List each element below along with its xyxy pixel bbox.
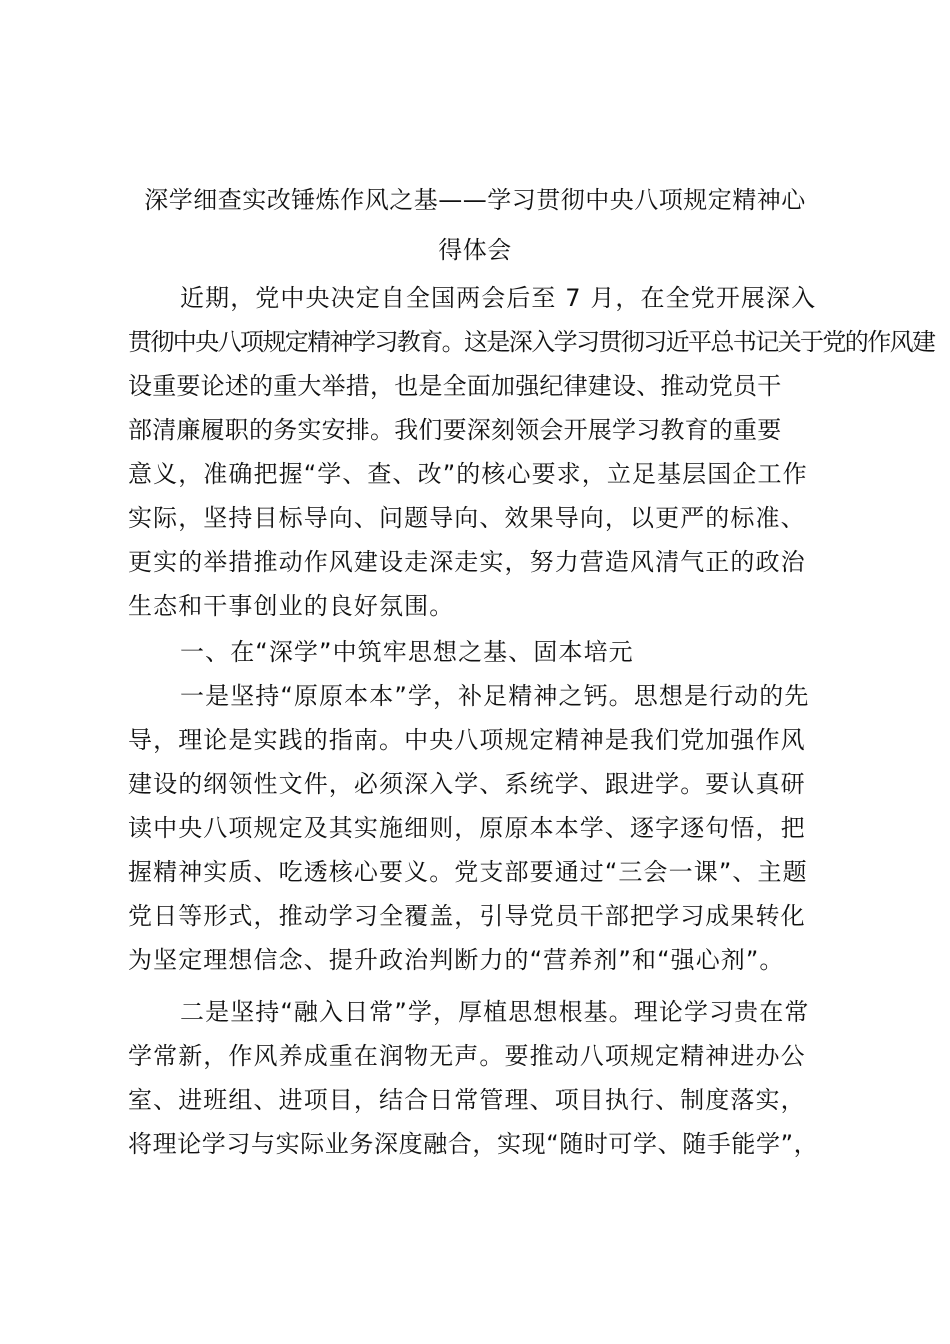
paragraph-line: 更实的举措推动作风建设走深走实，努力营造风清气正的政治 (128, 548, 806, 576)
paragraph-line: 生态和干事创业的良好氛围。 (128, 592, 455, 620)
document-title-line-2: 得体会 (438, 236, 512, 264)
section-heading: 一、在“深学”中筑牢思想之基、固本培元 (180, 638, 634, 666)
paragraph-line: 实际，坚持目标导向、问题导向、效果导向，以更严的标准、 (128, 504, 806, 532)
paragraph-line: 室、进班组、进项目，结合日常管理、项目执行、制度落实， (128, 1086, 806, 1114)
paragraph-line: 将理论学习与实际业务深度融合，实现“随时可学、随手能学”， (128, 1130, 819, 1158)
paragraph-line: 一是坚持“原原本本”学，补足精神之钙。思想是行动的先 (180, 682, 810, 710)
document-title-line-1: 深学细查实改锤炼作风之基——学习贯彻中央八项规定精神心 (144, 186, 806, 214)
paragraph-line: 意义，准确把握“学、查、改”的核心要求，立足基层国企工作 (128, 460, 808, 488)
paragraph-line: 导，理论是实践的指南。中央八项规定精神是我们党加强作风 (128, 726, 806, 754)
paragraph-line: 学常新，作风养成重在润物无声。要推动八项规定精神进办公 (128, 1042, 806, 1070)
paragraph-line: 握精神实质、吃透核心要义。党支部要通过“三会一课”、主题 (128, 858, 808, 886)
paragraph-line: 贯彻中央八项规定精神学习教育。这是深入学习贯彻习近平总书记关于党的作风建 (128, 328, 935, 356)
paragraph-line: 读中央八项规定及其实施细则，原原本本学、逐字逐句悟，把 (128, 814, 806, 842)
paragraph-line: 二是坚持“融入日常”学，厚植思想根基。理论学习贵在常 (180, 998, 810, 1026)
paragraph-line: 近期，党中央决定自全国两会后至 7 月，在全党开展深入 (180, 284, 817, 312)
paragraph-line: 设重要论述的重大举措，也是全面加强纪律建设、推动党员干 (128, 372, 782, 400)
paragraph-line: 党日等形式，推动学习全覆盖，引导党员干部把学习成果转化 (128, 902, 806, 930)
paragraph-line: 部清廉履职的务实安排。我们要深刻领会开展学习教育的重要 (128, 416, 782, 444)
paragraph-line: 建设的纲领性文件，必须深入学、系统学、跟进学。要认真研 (128, 770, 806, 798)
paragraph-line: 为坚定理想信念、提升政治判断力的“营养剂”和“强心剂”。 (128, 946, 785, 974)
